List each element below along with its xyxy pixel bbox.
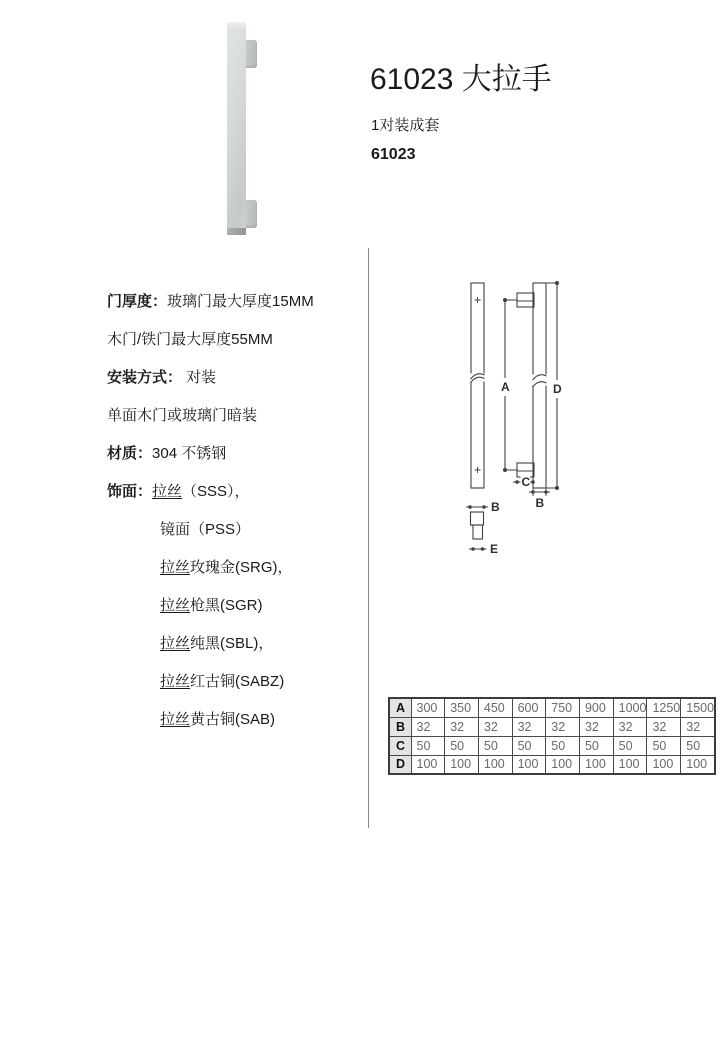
table-cell: 32	[579, 717, 613, 736]
table-cell: 32	[512, 717, 546, 736]
table-cell: 32	[478, 717, 512, 736]
dim-label-b-detail: B	[491, 500, 500, 514]
spec-line	[107, 324, 362, 362]
side-view-top-post	[517, 293, 534, 307]
table-cell: 100	[411, 755, 445, 774]
spec-line	[107, 704, 362, 742]
row-header: A	[389, 698, 411, 717]
spec-text: 对装	[182, 369, 217, 386]
table-row	[389, 736, 715, 755]
spec-text: 玫瑰金(SRG)，	[190, 559, 293, 576]
table-cell: 1250	[647, 698, 681, 717]
dim-label-b-side: B	[535, 496, 545, 510]
product-photo	[225, 22, 261, 240]
table-cell: 100	[445, 755, 479, 774]
spec-underlined: 拉丝	[152, 483, 183, 500]
table-cell: 300	[411, 698, 445, 717]
front-view-bar	[471, 283, 484, 488]
table-cell: 50	[478, 736, 512, 755]
table-cell: 100	[613, 755, 647, 774]
dim-label-c: C	[521, 475, 531, 489]
spec-line	[107, 628, 362, 666]
table-cell: 350	[445, 698, 479, 717]
table-cell: 900	[579, 698, 613, 717]
spec-text-block	[107, 286, 362, 742]
spec-label: 材质：	[107, 445, 153, 462]
table-cell: 50	[647, 736, 681, 755]
table-cell: 100	[478, 755, 512, 774]
table-cell: 50	[445, 736, 479, 755]
row-header: B	[389, 717, 411, 736]
spec-underlined: 拉丝	[160, 673, 191, 690]
spec-text: 304 不锈钢	[152, 445, 227, 462]
table-cell: 100	[579, 755, 613, 774]
table-cell: 50	[613, 736, 647, 755]
table-cell: 50	[579, 736, 613, 755]
spec-line	[107, 362, 362, 400]
screw-mark-bottom	[475, 467, 481, 473]
spec-text: 枪黑(SGR)	[190, 597, 263, 614]
spec-underlined: 拉丝	[160, 559, 191, 576]
product-sku: 61023	[371, 146, 416, 163]
page-title: 61023 大拉手	[370, 63, 552, 96]
handle-bar	[227, 22, 246, 235]
spec-text: 单面木门或玻璃门暗装	[107, 407, 258, 424]
detail-post-stem	[473, 525, 483, 539]
spec-label: 门厚度：	[107, 293, 168, 310]
spec-line	[107, 476, 362, 514]
table-cell: 50	[546, 736, 580, 755]
spec-text: 黄古铜(SAB)	[190, 711, 276, 728]
table-cell: 32	[445, 717, 479, 736]
spec-text: 红古铜(SABZ)	[190, 673, 285, 690]
table-cell: 100	[681, 755, 715, 774]
screw-mark-top	[475, 297, 481, 303]
table-cell: 1500	[681, 698, 715, 717]
table-cell: 32	[681, 717, 715, 736]
table-cell: 50	[512, 736, 546, 755]
table-row	[389, 698, 715, 717]
spec-text: （SSS），	[182, 483, 250, 500]
row-header: D	[389, 755, 411, 774]
spec-line	[107, 590, 362, 628]
table-cell: 32	[411, 717, 445, 736]
table-cell: 100	[546, 755, 580, 774]
column-divider	[368, 248, 369, 828]
table-row	[389, 755, 715, 774]
spec-label: 饰面：	[107, 483, 153, 500]
dimension-table	[388, 697, 716, 775]
spec-underlined: 拉丝	[160, 711, 191, 728]
technical-drawing	[455, 270, 615, 565]
spec-text: 木门/铁门最大厚度55MM	[107, 331, 273, 348]
table-cell: 32	[647, 717, 681, 736]
table-cell: 100	[647, 755, 681, 774]
detail-post-head	[471, 512, 484, 525]
spec-line	[107, 400, 362, 438]
spec-underlined: 拉丝	[160, 635, 191, 652]
table-row	[389, 717, 715, 736]
spec-label: 安装方式：	[107, 369, 183, 386]
table-cell: 600	[512, 698, 546, 717]
spec-line	[107, 552, 362, 590]
table-cell: 50	[411, 736, 445, 755]
table-cell: 450	[478, 698, 512, 717]
spec-line	[107, 438, 362, 476]
packaging-note: 1对装成套	[371, 117, 440, 134]
dim-label-e: E	[490, 542, 499, 556]
spec-line	[107, 514, 362, 552]
spec-text: 玻璃门最大厚度15MM	[167, 293, 314, 310]
spec-underlined: 拉丝	[160, 597, 191, 614]
dim-label-a: A	[501, 380, 510, 394]
dim-label-d: D	[553, 382, 562, 396]
table-cell: 32	[613, 717, 647, 736]
spec-line	[107, 666, 362, 704]
table-cell: 32	[546, 717, 580, 736]
table-cell: 750	[546, 698, 580, 717]
spec-text: 镜面（PSS）	[160, 521, 251, 538]
table-cell: 1000	[613, 698, 647, 717]
spec-text: 纯黑(SBL)，	[190, 635, 274, 652]
table-cell: 50	[681, 736, 715, 755]
row-header: C	[389, 736, 411, 755]
table-cell: 100	[512, 755, 546, 774]
spec-line	[107, 286, 362, 324]
